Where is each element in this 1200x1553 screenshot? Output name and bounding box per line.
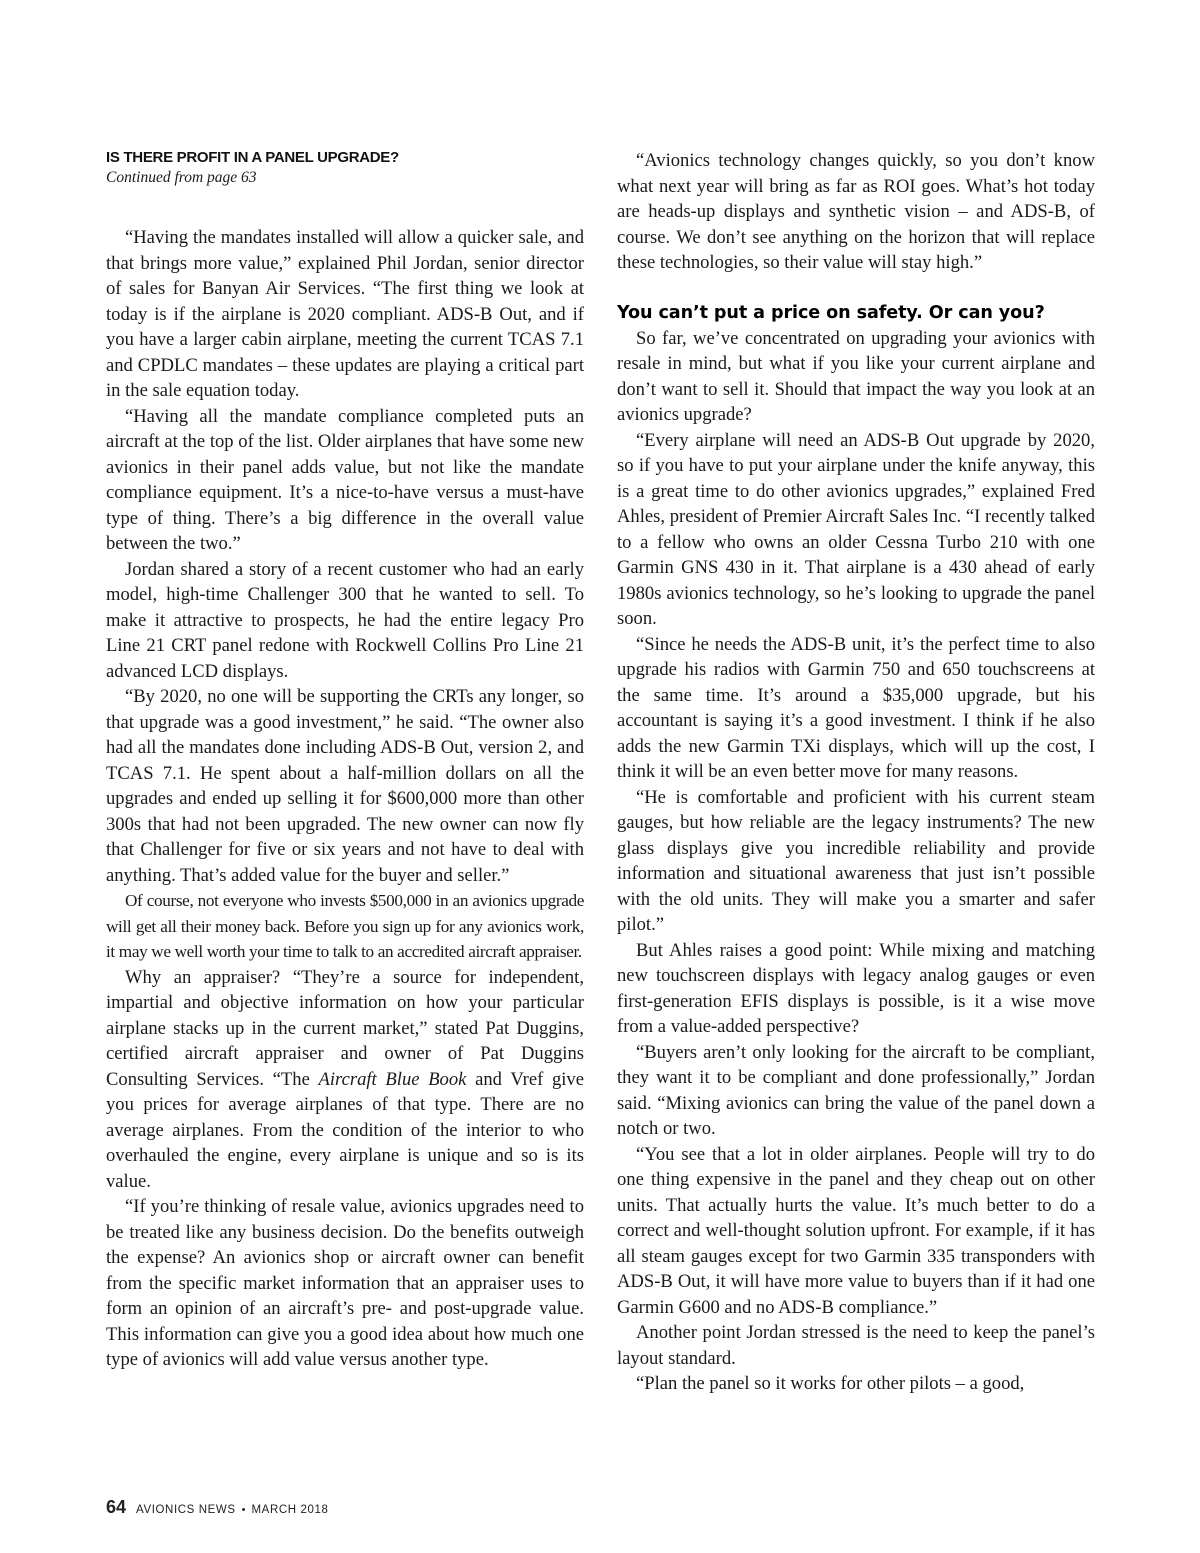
body-paragraph: Of course, not everyone who invests $500,000 in an avionics upgrade will get all their money back. Before you sign up for any avionics work, it may we well worth your time to talk to an accredited aircraft appraiser.: [106, 891, 584, 961]
section-subhead: You can’t put a price on safety. Or can you?: [617, 302, 1045, 323]
publication-name: AVIONICS NEWS: [136, 1504, 236, 1516]
body-paragraph: “You see that a lot in older airplanes. People will try to do one thing expensive in the panel and they cheap out on other units. That actually hurts the value. It’s much better to do a correct and well-thought solution upfront. For example, if it has all steam gauges except for two Garmin 335 transponders with ADS-B Out, it will have more value to buyers than if it had one Garmin G600 and no ADS-B compliance.”: [617, 1143, 1095, 1318]
body-paragraph: [106, 965, 584, 1195]
body-paragraph: Another point Jordan stressed is the need to keep the panel’s layout standard.: [617, 1322, 1095, 1369]
footer-bullet: •: [241, 1504, 246, 1516]
body-paragraph: “Having the mandates installed will allow a quicker sale, and that brings more value,” explained Phil Jordan, senior director of sales for Banyan Air Services. “The first thing we look at today is if the airplane is 2020 compliant. ADS-B Out, and if you have a larger cabin airplane, meeting the current TCAS 7.1 and CPDLC mandates – these updates are playing a critical part in the sale equation today.: [106, 227, 584, 401]
body-paragraph: “Since he needs the ADS-B unit, it’s the perfect time to also upgrade his radios with Garmin 750 and 650 touchscreens at the same time. It’s around a $35,000 upgrade, but his accountant is saying it’s a good investment. I think if he also adds the new Garmin TXi displays, which will up the cost, I think it will be an even better move for many reasons.: [617, 633, 1095, 782]
section-label: IS THERE PROFIT IN A PANEL UPGRADE?: [106, 149, 399, 166]
body-paragraph: “Plan the panel so it works for other pilots – a good,: [636, 1373, 1025, 1394]
body-paragraph: “If you’re thinking of resale value, avionics upgrades need to be treated like any business decision. Do the benefits outweigh the expense? An avionics shop or aircraft owner can benefit from the specific market information that an appraiser uses to form an opinion of an aircraft’s pre- and post-upgrade value. This information can give you a good idea about how much one type of avionics will add value versus another type.: [106, 1196, 584, 1370]
body-paragraph: “Every airplane will need an ADS-B Out upgrade by 2020, so if you have to put your airplane under the knife anyway, this is a great time to do other avionics upgrades,” explained Fred Ahles, president of Premier Aircraft Sales Inc. “I recently talked to a fellow who owns an older Cessna Turbo 210 with one Garmin GNS 430 in it. That airplane is a 430 ahead of early 1980s avionics technology, so he’s looking to upgrade the panel soon.: [617, 429, 1095, 629]
body-paragraph: “Avionics technology changes quickly, so you don’t know what next year will bring as far as ROI goes. What’s hot today are heads-up displays and synthetic vision – and ADS-B, of course. We don’t see anything on the horizon that will replace these technologies, so their value will stay high.”: [617, 150, 1095, 273]
body-paragraph: “Having all the mandate compliance completed puts an aircraft at the top of the list. Older airplanes that have some new avionics in their panel adds value, but not like the mandate compliance equipment. It’s a nice-to-have versus a must-have type of thing. There’s a big difference in the overall value between the two.”: [106, 405, 584, 554]
body-paragraph: “By 2020, no one will be supporting the CRTs any longer, so that upgrade was a good investment,” he said. “The owner also had all the mandates done including ADS-B Out, version 2, and TCAS 7.1. He spent about a half-million dollars on all the upgrades and ended up selling it for $600,000 more than other 300s that had not been upgraded. The new owner can now fly that Challenger for five or six years and not have to deal with anything. That’s added value for the buyer and seller.”: [106, 686, 584, 886]
page-footer: [106, 1497, 328, 1518]
issue-date: MARCH 2018: [251, 1504, 329, 1516]
right-column: [617, 148, 1095, 1397]
body-paragraph: But Ahles raises a good point: While mixing and matching new touchscreen displays with legacy analog gauges or even first-generation EFIS displays is possible, is it a wise move from a value-added perspective?: [617, 939, 1095, 1037]
text-run: and Vref give you prices for average airplanes of that type. There are no average airplanes. From the condition of the interior to who overhauled the engine, every airplane is unique and so is its value.: [106, 1068, 584, 1192]
continued-note: Continued from page 63: [106, 169, 257, 186]
body-paragraph: Jordan shared a story of a recent customer who had an early model, high-time Challenger 300 that he wanted to sell. To make it attractive to prospects, he had the entire legacy Pro Line 21 CRT panel redone with Rockwell Collins Pro Line 21 advanced LCD displays.: [106, 558, 584, 682]
body-paragraph: So far, we’ve concentrated on upgrading your avionics with resale in mind, but what if you like your current airplane and don’t want to sell it. Should that impact the way you look at an avionics upgrade?: [617, 327, 1095, 425]
body-paragraph: “Buyers aren’t only looking for the aircraft to be compliant, they want it to be compliant and done professionally,” Jordan said. “Mixing avionics can bring the value of the panel down a notch or two.: [617, 1041, 1095, 1139]
text-run: Why an appraiser? “They’re a source for independent, impartial and objective information on how your particular airplane stacks up in the current market,” stated Pat Duggins, certified aircraft appraiser and owner of Pat Duggins Consulting Services. “The: [106, 966, 584, 1090]
body-paragraph: “He is comfortable and proficient with his current steam gauges, but how reliable are the legacy instruments? The new glass displays give you incredible reliability and provide information and situational awareness that just isn’t possible with the old units. They will make you a smarter and safer pilot.”: [617, 786, 1095, 935]
publication-title: Aircraft Blue Book: [318, 1068, 467, 1090]
left-column: [106, 148, 584, 1373]
page-number: 64: [106, 1497, 127, 1517]
